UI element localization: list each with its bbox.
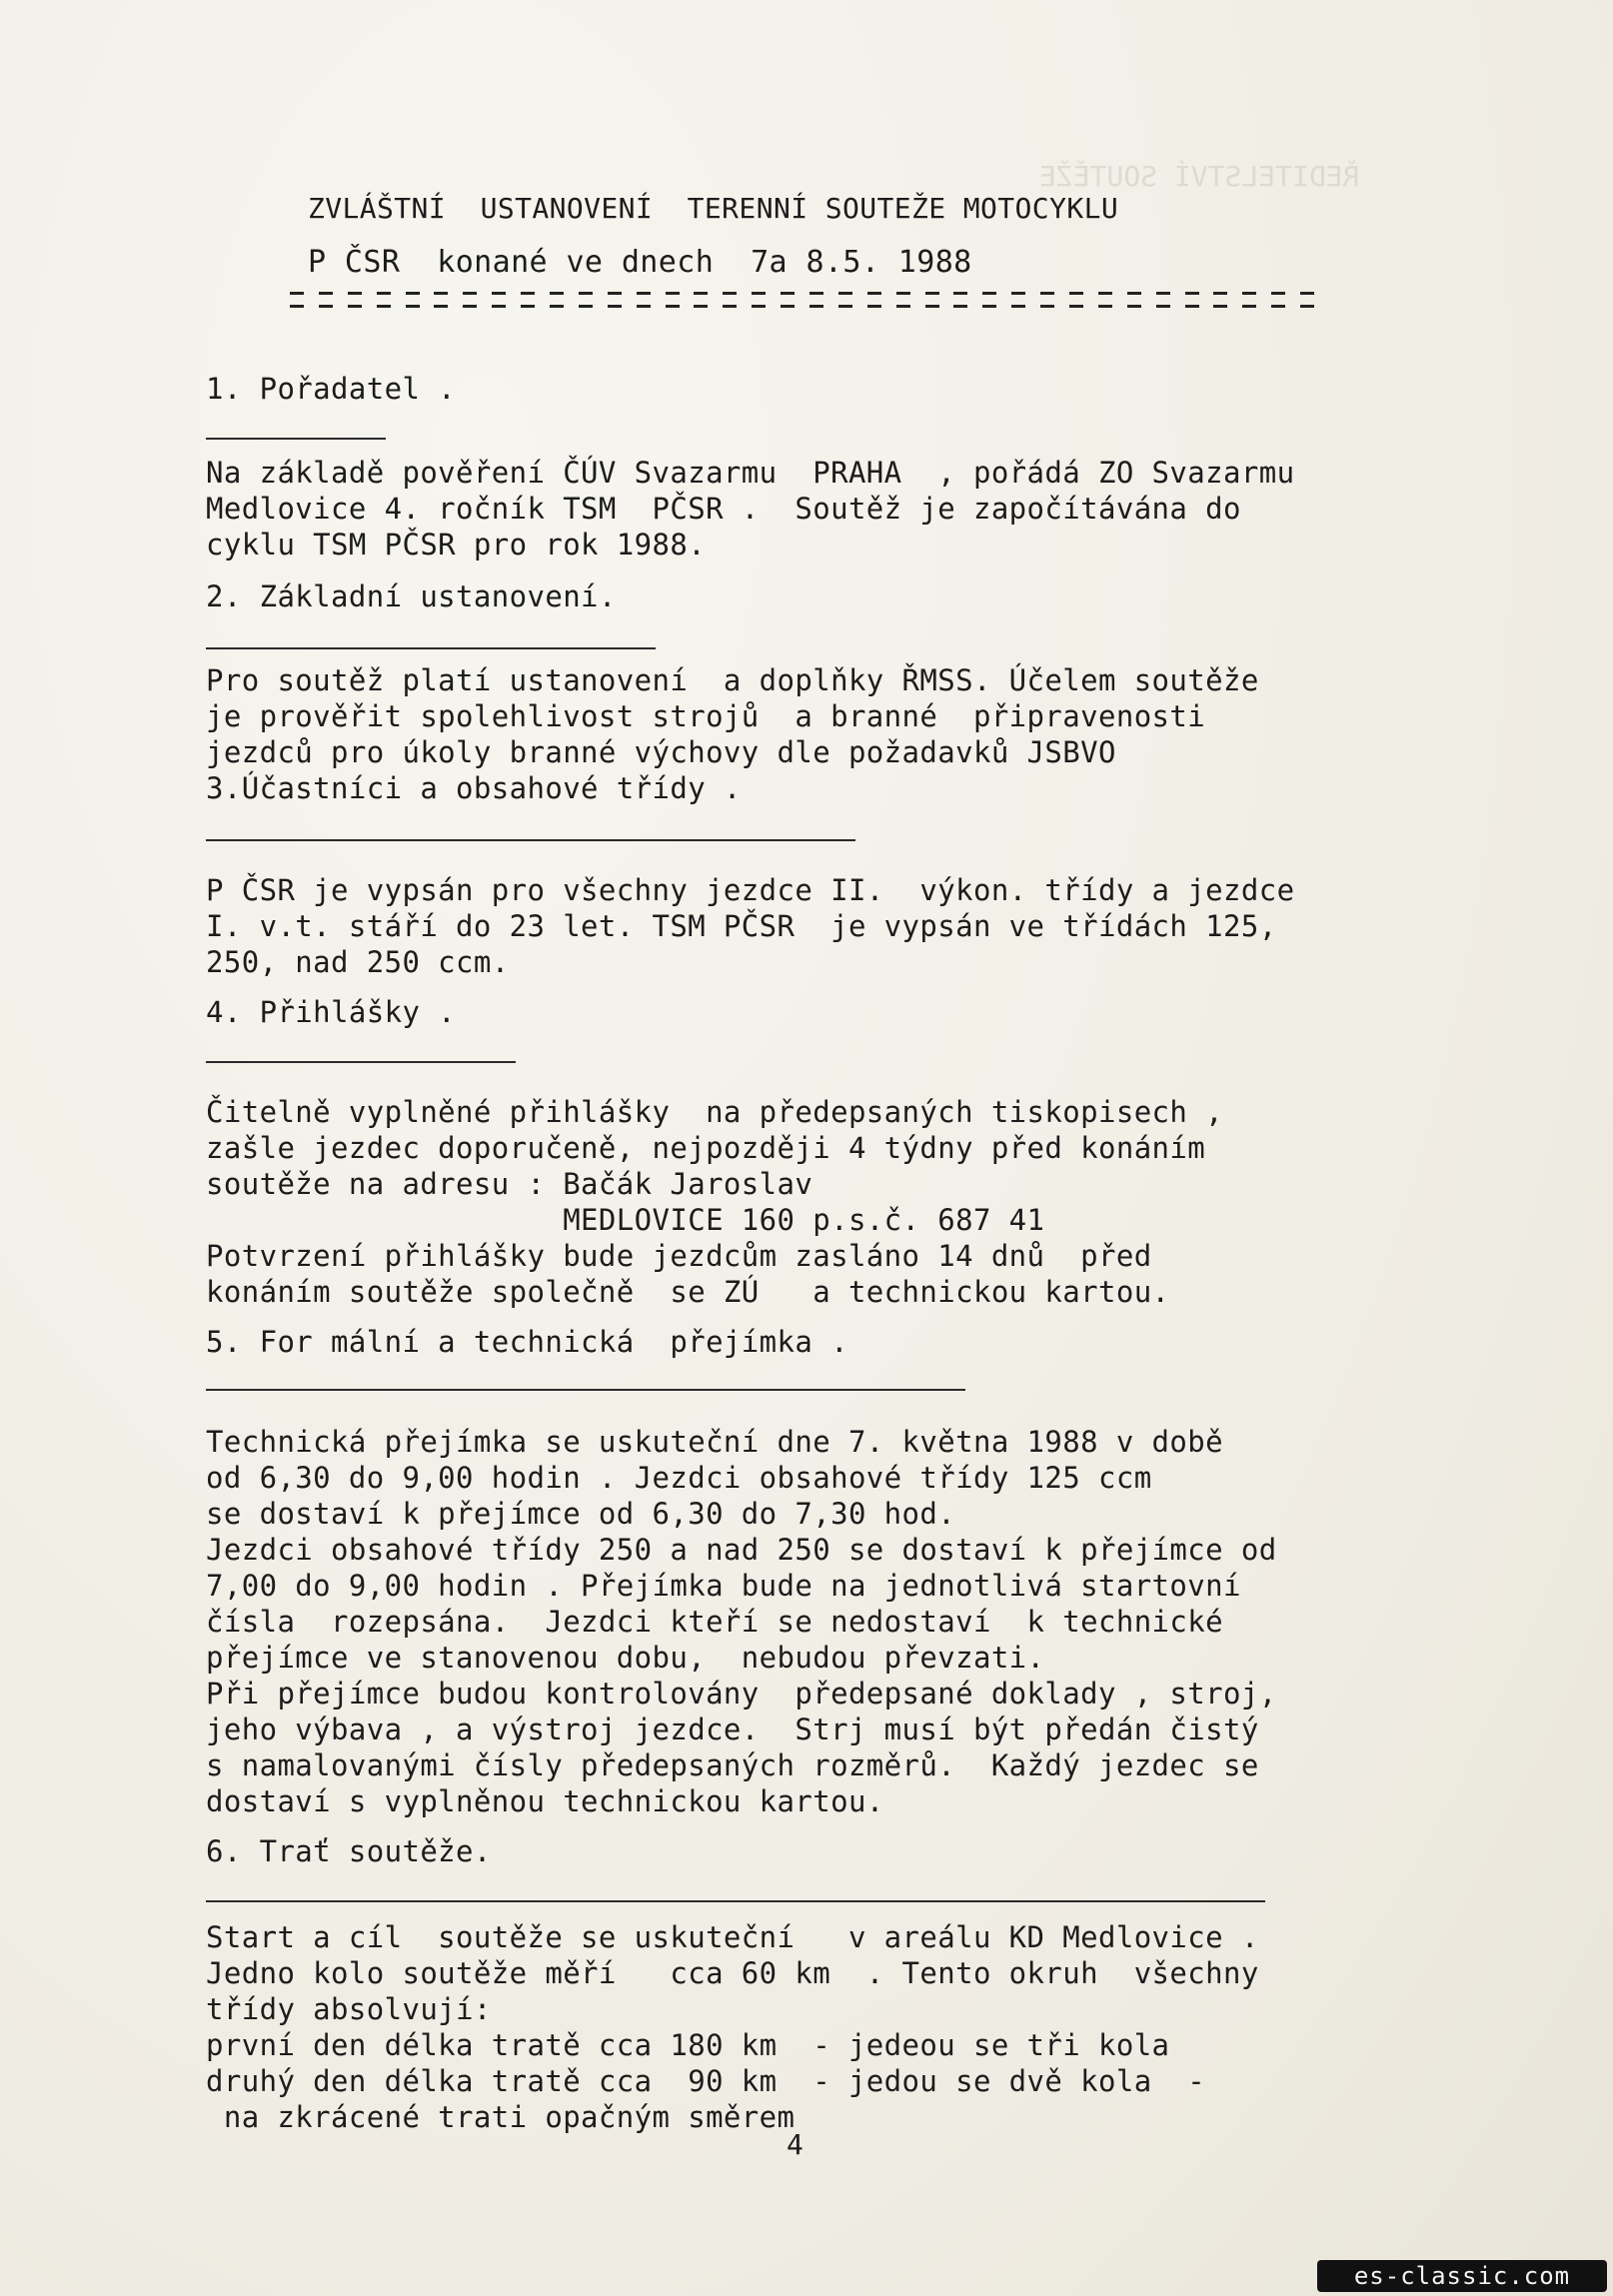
dash-mark [637,292,651,295]
section-1-rule [206,438,386,440]
dash-mark [319,305,333,308]
dash-mark [319,292,333,295]
dash-mark [608,305,622,308]
dash-mark [723,292,737,295]
dash-mark [1040,292,1054,295]
dash-mark [867,305,881,308]
section-4-line: konáním soutěže společně se ZÚ a technickou kartou. [206,1275,1170,1309]
section-5-line: se dostaví k přejímce od 6,30 do 7,30 hod. [206,1497,956,1531]
title-line-1: ZVLÁŠTNÍ USTANOVENÍ TERENNÍ SOUTEŽE MOTOCYKLU [308,192,1119,225]
dash-mark [550,292,564,295]
dash-mark [348,292,362,295]
dash-mark [1069,292,1083,295]
section-5-line: přejímce ve stanovenou dobu, nebudou převzati. [206,1641,1045,1675]
section-2-line: jezdců pro úkoly branné výchovy dle požadavků JSBVO [206,735,1116,769]
dash-mark [550,305,564,308]
section-5-line: jeho výbava , a výstroj jezdce. Strj musí být předán čistý [206,1713,1259,1746]
dash-mark [896,305,910,308]
dash-mark [463,292,477,295]
section-6-line: druhý den délka tratě cca 90 km - jedou se dvě kola - [206,2064,1206,2098]
section-5-line: čísla rozepsána. Jezdci kteří se nedostaví k technické [206,1605,1223,1639]
section-6-line: první den délka tratě cca 180 km - jedeou se tři kola [206,2028,1170,2062]
dash-mark [982,305,996,308]
section-2-heading: 2. Základní ustanovení. [206,579,617,613]
dash-mark [781,305,795,308]
dash-mark [434,305,448,308]
dash-mark [1156,292,1170,295]
dash-mark [608,292,622,295]
dash-mark [348,305,362,308]
dash-mark [666,305,680,308]
section-5-line: Technická přejímka se uskuteční dne 7. května 1988 v době [206,1425,1223,1459]
dash-mark [1127,292,1141,295]
dash-mark [896,292,910,295]
section-3-rule [206,839,855,841]
section-6-line: třídy absolvují: [206,1992,492,2026]
section-1-line: Medlovice 4. ročník TSM PČSR . Soutěž je započítávána do [206,492,1241,526]
dash-mark [1242,292,1256,295]
dash-mark [492,305,506,308]
section-6-rule [206,1900,1265,1902]
section-5-line: s namalovanými čísly předepsaných rozměrů. Každý jezdec se [206,1748,1259,1782]
section-2-line: Pro soutěž platí ustanovení a doplňky ŘMSS. Účelem soutěže [206,663,1259,697]
dash-mark [867,292,881,295]
dash-mark [925,292,939,295]
dash-mark [377,305,391,308]
dash-mark [463,305,477,308]
dash-mark [1213,292,1227,295]
dash-mark [982,292,996,295]
section-5-line: 7,00 do 9,00 hodin . Přejímka bude na jednotlivá startovní [206,1569,1241,1603]
dash-mark [809,292,823,295]
section-1-line: cyklu TSM PČSR pro rok 1988. [206,528,707,562]
dash-mark [1185,305,1199,308]
section-4-line: soutěže na adresu : Bačák Jaroslav [206,1167,813,1201]
dash-mark [406,292,420,295]
section-4-line: MEDLOVICE 160 p.s.č. 687 41 [206,1203,1045,1237]
dash-mark [953,292,967,295]
section-4-heading: 4. Přihlášky . [206,995,457,1029]
section-6-line: Start a cíl soutěže se uskuteční v areálu KD Medlovice . [206,1920,1259,1954]
dash-mark [1213,305,1227,308]
dash-mark [637,305,651,308]
dash-mark [1271,292,1285,295]
title-line-2: P ČSR konané ve dnech 7a 8.5. 1988 [308,245,972,280]
dash-mark [434,292,448,295]
section-5-heading: 5. For mální a technická přejímka . [206,1325,848,1359]
dash-mark [579,292,593,295]
section-3-heading: 3.Účastníci a obsahové třídy . [206,771,742,805]
section-4-line: zašle jezdec doporučeně, nejpozději 4 týdny před konáním [206,1131,1206,1165]
dash-mark [1185,292,1199,295]
dash-mark [1300,305,1314,308]
dash-mark [694,292,708,295]
dash-mark [838,305,852,308]
dash-mark [781,292,795,295]
dash-mark [1098,305,1112,308]
dash-mark [752,305,766,308]
dash-mark [290,292,304,295]
section-5-line: Jezdci obsahové třídy 250 a nad 250 se dostaví k přejímce od [206,1533,1277,1567]
section-6-line: na zkrácené trati opačným směrem [206,2100,796,2134]
page-number: 4 [787,2128,804,2161]
section-5-line: Při přejímce budou kontrolovány předepsané doklady , stroj, [206,1677,1277,1711]
dash-mark [1127,305,1141,308]
dash-mark [666,292,680,295]
show-through-text: ŘEDITELSTVÍ SOUTĚŽE [1039,160,1360,193]
section-6-line: Jedno kolo soutěže měří cca 60 km . Tento okruh všechny [206,1956,1259,1990]
dash-mark [579,305,593,308]
section-1-heading: 1. Pořadatel . [206,372,457,406]
dash-mark [521,305,535,308]
title-underline-bottom [290,305,1329,327]
section-2-rule [206,647,656,649]
dash-mark [1098,292,1112,295]
section-3-line: 250, nad 250 ccm. [206,945,510,979]
dash-mark [925,305,939,308]
dash-mark [1156,305,1170,308]
dash-mark [1300,292,1314,295]
section-3-line: P ČSR je vypsán pro všechny jezdce II. výkon. třídy a jezdce [206,873,1295,907]
dash-mark [1011,305,1025,308]
dash-mark [1011,292,1025,295]
dash-mark [377,292,391,295]
dash-mark [521,292,535,295]
dash-mark [809,305,823,308]
section-3-line: I. v.t. stáří do 23 let. TSM PČSR je vypsán ve třídách 125, [206,909,1277,943]
dash-mark [1069,305,1083,308]
dash-mark [406,305,420,308]
section-5-line: dostaví s vyplněnou technickou kartou. [206,1784,884,1818]
section-4-line: Potvrzení přihlášky bude jezdcům zasláno 14 dnů před [206,1239,1152,1273]
dash-mark [492,292,506,295]
dash-mark [953,305,967,308]
section-5-line: od 6,30 do 9,00 hodin . Jezdci obsahové třídy 125 ccm [206,1461,1152,1495]
section-6-heading: 6. Trať soutěže. [206,1834,492,1868]
dash-mark [1242,305,1256,308]
section-1-line: Na základě pověření ČÚV Svazarmu PRAHA , pořádá ZO Svazarmu [206,456,1295,490]
dash-mark [694,305,708,308]
dash-mark [290,305,304,308]
section-5-rule [206,1389,965,1391]
dash-mark [838,292,852,295]
section-4-rule [206,1061,516,1063]
dash-mark [1271,305,1285,308]
dash-mark [752,292,766,295]
section-2-line: je prověřit spolehlivost strojů a branné připravenosti [206,699,1206,733]
dash-mark [723,305,737,308]
watermark-badge: es-classic.com [1317,2260,1607,2292]
section-4-line: Čitelně vyplněné přihlášky na předepsaných tiskopisech , [206,1095,1223,1129]
dash-mark [1040,305,1054,308]
